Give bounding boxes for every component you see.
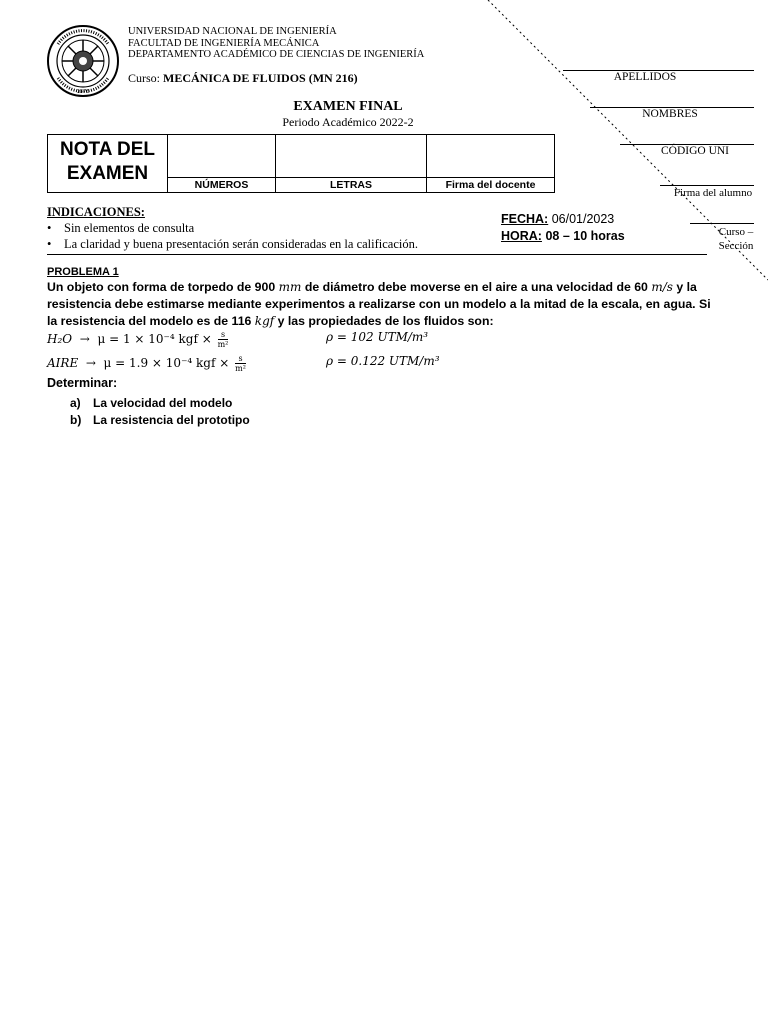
instructions-title: INDICACIONES:	[47, 205, 145, 219]
fraction	[218, 330, 229, 349]
fecha-value: 06/01/2023	[551, 212, 615, 226]
grade-numbers-label: NÚMEROS	[168, 177, 275, 192]
grade-letters-label: LETRAS	[276, 177, 426, 192]
unit-mm: mm	[278, 280, 302, 294]
list-item	[47, 236, 418, 252]
instruction-text: Sin elementos de consulta	[64, 221, 195, 235]
problem-statement	[47, 279, 717, 330]
academic-period: Periodo Académico 2022-2	[282, 115, 414, 129]
teacher-signature-cell[interactable]	[427, 135, 554, 192]
list-item	[70, 395, 250, 412]
item-text: La velocidad del modelo	[93, 396, 233, 410]
department-name: DEPARTAMENTO ACADÉMICO DE CIENCIAS DE INGENIERÍA	[128, 49, 425, 60]
list-item	[70, 412, 250, 429]
faculty-name: FACULTAD DE INGENIERÍA MECÁNICA	[128, 37, 320, 49]
codigo-label: CÓDIGO UNI	[660, 145, 730, 157]
problem-text: y las propiedades de los fluidos son:	[277, 314, 494, 328]
firma-alumno-line[interactable]	[660, 185, 754, 186]
university-seal-logo	[46, 24, 120, 98]
curso-seccion-line2: Sección	[718, 240, 754, 252]
exam-schedule	[501, 211, 625, 245]
bullet-icon: •	[47, 237, 52, 251]
water-mu: μ = 1 × 10⁻⁴ kgf ×	[97, 332, 212, 346]
unit-kgf: kgf	[254, 314, 275, 328]
air-mu: μ = 1.9 × 10⁻⁴ kgf ×	[103, 356, 230, 370]
teacher-signature-label: Firma del docente	[427, 177, 554, 192]
arrow-icon: →	[85, 356, 96, 370]
problem-text: Un objeto con forma de torpedo de 900	[47, 280, 276, 294]
exam-grade-label	[48, 135, 168, 192]
item-text: La resistencia del prototipo	[93, 413, 250, 427]
questions-list	[70, 395, 250, 429]
nota-line-2: EXAMEN	[66, 163, 149, 184]
item-letter: a)	[70, 396, 81, 410]
curso-seccion-label	[710, 225, 762, 253]
svg-text:1876: 1876	[76, 89, 90, 95]
arrow-icon: →	[79, 332, 90, 346]
determine-label: Determinar:	[47, 376, 118, 390]
hora-value: 08 – 10 horas	[545, 229, 625, 243]
course-line	[128, 71, 358, 86]
firma-alumno-label: Firma del alumno	[673, 187, 753, 199]
instructions-list	[47, 220, 418, 252]
frac-den: m²	[217, 340, 229, 349]
apellidos-label: APELLIDOS	[613, 71, 677, 83]
item-letter: b)	[70, 413, 82, 427]
water-viscosity	[47, 330, 228, 349]
university-name: UNIVERSIDAD NACIONAL DE INGENIERÍA	[128, 26, 337, 37]
course-name: MECÁNICA DE FLUIDOS (MN 216)	[163, 71, 358, 85]
institution-header	[128, 26, 424, 61]
instruction-text: La claridad y buena presentación serán consideradas en la calificación.	[64, 237, 418, 251]
curso-seccion-line1: Curso –	[718, 226, 754, 238]
problem-title: PROBLEMA 1	[47, 266, 119, 278]
bullet-icon: •	[47, 221, 52, 235]
frac-num: s	[235, 354, 246, 364]
water-density: ρ = 102 UTM/m³	[326, 330, 429, 344]
curso-seccion-line[interactable]	[690, 223, 754, 224]
frac-den: m²	[235, 364, 246, 373]
list-item	[47, 220, 418, 236]
problem-text: de diámetro debe moverse en el aire a una velocidad de 60	[304, 280, 648, 294]
grade-numbers-cell[interactable]	[168, 135, 276, 192]
grade-table	[47, 134, 555, 193]
fecha-label: FECHA:	[501, 212, 549, 226]
fraction	[235, 354, 246, 373]
frac-num: s	[218, 330, 229, 340]
nota-line-1: NOTA DEL	[60, 139, 155, 160]
nombres-label: NOMBRES	[642, 108, 698, 120]
problem-text: y la resistencia debe estimarse mediante experimentos a realizarse con un modelo a la mitad de la escala, en agua. Si la resistencia del modelo es de 116	[47, 280, 711, 328]
air-viscosity	[47, 354, 246, 373]
grade-letters-cell[interactable]	[276, 135, 427, 192]
air-label: AIRE	[47, 356, 79, 370]
hora-label: HORA:	[501, 229, 542, 243]
course-label: Curso:	[128, 71, 161, 85]
exam-title: EXAMEN FINAL	[293, 99, 403, 114]
water-label: H₂O	[47, 332, 73, 346]
air-density: ρ = 0.122 UTM/m³	[326, 354, 440, 368]
section-divider	[47, 254, 707, 255]
unit-ms: m/s	[651, 280, 673, 294]
